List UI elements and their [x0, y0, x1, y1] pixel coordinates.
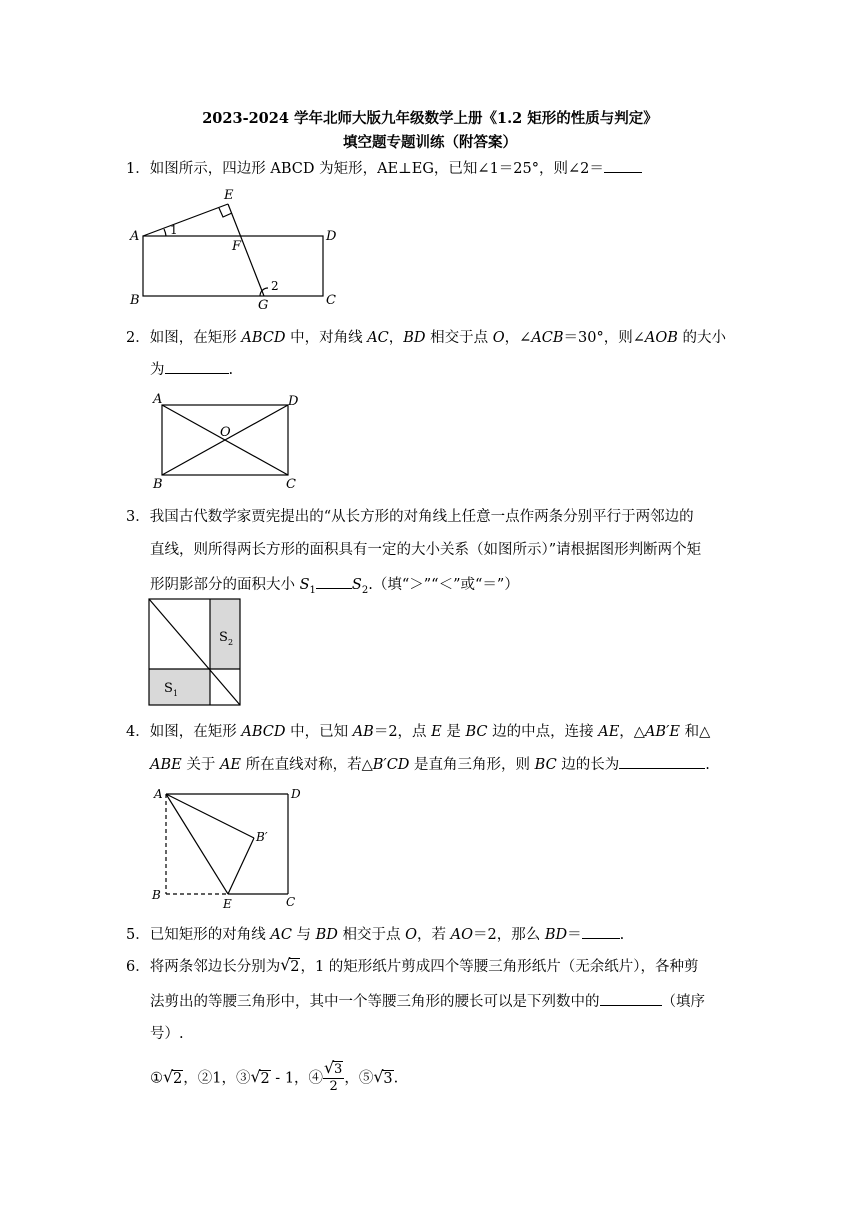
text: 如图，在矩形: [149, 724, 242, 740]
label-angle-1: 1: [170, 223, 178, 237]
label-e: E: [223, 897, 232, 910]
figure-q1: [128, 184, 348, 314]
text: 形阴影部分的面积大小: [150, 577, 300, 593]
label-o: O: [220, 425, 231, 440]
text: 边的中点，连接: [487, 724, 599, 740]
text: .: [228, 362, 234, 378]
label-g: G: [258, 298, 269, 313]
label-b: B: [152, 888, 161, 902]
segment-ae: [143, 204, 228, 236]
question-6: [126, 957, 699, 977]
text: 已知矩形的对角线: [149, 927, 271, 943]
text: ，⑤: [344, 1070, 374, 1087]
text-abcd: ABCD: [241, 724, 286, 740]
document-subtitle: 填空题专题训练（附答案）: [343, 134, 517, 151]
text-bd: BD: [544, 927, 568, 943]
figure-q2: [150, 390, 310, 492]
sqrt-3: √ 3: [373, 1066, 393, 1087]
text-e: E: [431, 724, 442, 740]
label-b: B: [153, 477, 163, 492]
label-angle-2: 2: [271, 279, 279, 293]
text-ao: AO: [450, 927, 473, 943]
text-s1: S: [299, 577, 310, 593]
text-bc: BC: [534, 757, 557, 773]
label-f: F: [232, 239, 242, 254]
denominator: 2: [329, 1079, 338, 1094]
text: 相交于点: [425, 330, 493, 346]
label-c: C: [286, 895, 296, 909]
text-ac: AC: [270, 927, 292, 943]
figure-q4: [148, 786, 308, 910]
question-text: 如图所示，四边形 ABCD 为矩形，AE⊥EG，已知∠1＝25°，则∠2＝: [149, 161, 604, 177]
text-ab: AB: [352, 724, 374, 740]
question-6-options: [150, 1058, 399, 1095]
text: 如图，在矩形: [149, 330, 242, 346]
text-abcd: ABCD: [241, 330, 286, 346]
label-s1-sub: 1: [173, 689, 179, 698]
text: ，: [388, 330, 404, 346]
segment-bpe: [228, 838, 254, 894]
text: 为: [150, 362, 165, 378]
sqrt-2: √ 2: [280, 955, 300, 975]
sqrt-2: √ 2: [250, 1066, 270, 1087]
text: 的大小: [677, 330, 727, 346]
text: 相交于点: [337, 927, 406, 943]
text-aob: AOB: [644, 330, 678, 346]
text: 将两条邻边长分别为: [149, 959, 281, 975]
label-bp: B′: [256, 830, 268, 844]
text-bc: BC: [465, 724, 488, 740]
text: 我国古代数学家贾宪提出的“从长方形的对角线上任意一点作两条分别平行于两邻边的: [149, 509, 694, 525]
text: 是直角三角形，则: [409, 757, 535, 773]
question-number: 5．: [126, 927, 150, 943]
text: 和△: [679, 724, 711, 740]
label-s2-sub: 2: [228, 638, 234, 647]
question-2: [126, 328, 726, 348]
label-s2: S: [219, 630, 228, 645]
text-acb: ACB: [531, 330, 564, 346]
label-d: D: [288, 394, 299, 409]
label-c: C: [286, 477, 296, 492]
text: ＝2，那么: [473, 927, 545, 943]
option-1-marker: ①: [150, 1070, 163, 1087]
text: 是: [441, 724, 466, 740]
subscript: 2: [361, 584, 369, 596]
answer-blank: [316, 574, 352, 589]
text: 关于: [181, 757, 220, 773]
label-a: A: [154, 787, 163, 801]
angle-1-arc: [164, 229, 166, 236]
text-abpe: AB′E: [644, 724, 680, 740]
answer-blank: [604, 158, 642, 173]
text-ac: AC: [367, 330, 389, 346]
text: ，1 的矩形纸片剪成四个等腰三角形纸片（无余纸片），各种剪: [300, 959, 699, 975]
question-6-line-3: 号）.: [150, 1026, 184, 1042]
text: 边的长为: [556, 757, 620, 773]
text-abe: ABE: [150, 757, 182, 773]
question-5: [126, 924, 624, 945]
subscript: 1: [309, 584, 316, 596]
figure-q3: [146, 597, 246, 709]
label-b: B: [130, 293, 140, 308]
question-6-line-2: [150, 991, 705, 1012]
text-bpcd: B′CD: [372, 757, 410, 773]
question-1: [126, 158, 642, 179]
text: - 1，④: [270, 1070, 324, 1087]
text: ，若: [417, 927, 451, 943]
text-ae: AE: [219, 757, 241, 773]
radicand: 2: [173, 1070, 183, 1087]
text-bd: BD: [315, 927, 338, 943]
answer-blank: [165, 359, 229, 374]
label-e: E: [224, 188, 234, 203]
text-ae: AE: [598, 724, 620, 740]
question-number: 3．: [126, 509, 150, 525]
text-o: O: [405, 927, 418, 943]
label-a: A: [153, 392, 163, 407]
text: （填序: [661, 994, 705, 1010]
question-2-line-2: [150, 359, 233, 380]
text: 中，已知: [285, 724, 353, 740]
text: 法剪出的等腰三角形中，其中一个等腰三角形的腰长可以是下列数中的: [150, 994, 600, 1010]
text: ＝: [567, 927, 582, 943]
question-3: [126, 507, 694, 527]
radicand: 3: [334, 1062, 343, 1077]
question-number: 1．: [126, 161, 150, 177]
text: 所在直线对称，若△: [241, 757, 373, 773]
text: ＝30°，则∠: [563, 330, 645, 346]
radicand: 2: [260, 1070, 270, 1087]
text: .: [705, 757, 710, 773]
text: ，∠: [504, 330, 532, 346]
label-d: D: [326, 229, 337, 244]
question-4: [126, 722, 710, 742]
document-title: 2023-2024 学年北师大版九年级数学上册《1.2 矩形的性质与判定》: [202, 110, 658, 127]
label-c: C: [326, 293, 336, 308]
text: ＝2，点: [373, 724, 432, 740]
shaded-s1: [149, 669, 210, 705]
question-number: 6．: [126, 959, 150, 975]
text: ，②1，③: [183, 1070, 251, 1087]
answer-blank: [600, 991, 662, 1006]
answer-blank: [582, 924, 620, 939]
label-s1: S: [164, 681, 173, 696]
question-4-line-2: [150, 754, 710, 775]
question-number: 4．: [126, 724, 150, 740]
sqrt-3: √ 3: [324, 1058, 343, 1077]
text: 中，对角线: [285, 330, 368, 346]
text: ，△: [619, 724, 645, 740]
text: 与: [291, 927, 316, 943]
text-s2: S: [351, 577, 362, 593]
text: .: [393, 1070, 399, 1087]
text-bd: BD: [403, 330, 426, 346]
text: .: [619, 927, 625, 943]
text: .（填“＞”“＜”或“＝”）: [368, 577, 519, 593]
sqrt-2: √ 2: [163, 1066, 183, 1087]
label-d: D: [291, 787, 301, 801]
radicand: 2: [290, 959, 300, 975]
fraction-sqrt3-over-2: [323, 1058, 344, 1095]
text-o: O: [492, 330, 505, 346]
question-number: 2．: [126, 330, 150, 346]
question-3-line-2: 直线，则所得两长方形的面积具有一定的大小关系（如图所示）”请根据图形判断两个矩: [150, 542, 702, 558]
label-a: A: [130, 229, 140, 244]
answer-blank: [619, 754, 705, 769]
radicand: 3: [383, 1070, 393, 1087]
